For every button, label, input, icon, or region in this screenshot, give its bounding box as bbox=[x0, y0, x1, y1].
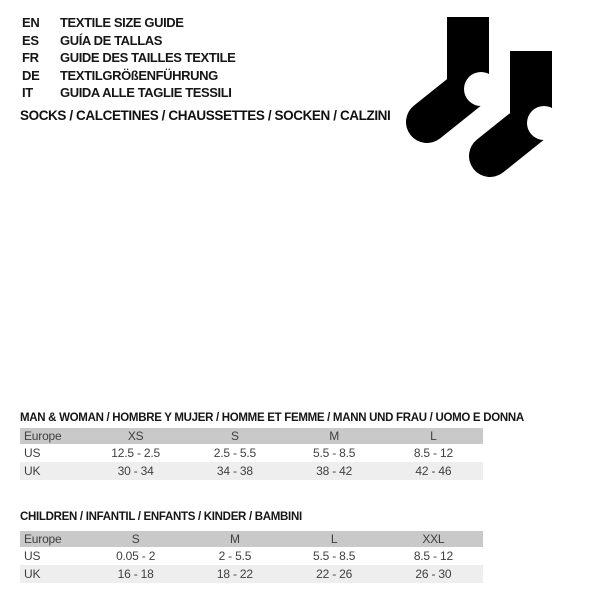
column-header: Europe bbox=[24, 532, 62, 546]
language-list bbox=[22, 14, 235, 102]
size-cell: 8.5 - 12 bbox=[413, 446, 453, 460]
row-label: UK bbox=[24, 567, 41, 581]
size-table-children bbox=[20, 531, 483, 583]
children-table-title: CHILDREN / INFANTIL / ENFANTS / KINDER / BAMBINI bbox=[20, 511, 302, 523]
table-row bbox=[20, 462, 483, 480]
row-label: US bbox=[24, 446, 41, 460]
column-header: XXL bbox=[422, 532, 445, 546]
heel-circle bbox=[464, 72, 498, 106]
size-cell: 5.5 - 8.5 bbox=[313, 549, 356, 563]
size-cell: 34 - 38 bbox=[216, 464, 253, 478]
size-cell: 12.5 - 2.5 bbox=[111, 446, 160, 460]
size-cell: 2.5 - 5.5 bbox=[213, 446, 256, 460]
size-cell: 18 - 22 bbox=[216, 567, 253, 581]
row-label: UK bbox=[24, 464, 41, 478]
size-cell: 38 - 42 bbox=[316, 464, 353, 478]
size-cell: 8.5 - 12 bbox=[413, 549, 453, 563]
language-code: EN bbox=[22, 15, 40, 31]
size-cell: 42 - 46 bbox=[415, 464, 452, 478]
table-row bbox=[20, 444, 483, 462]
size-table-adults bbox=[20, 428, 483, 480]
size-cell: 26 - 30 bbox=[415, 567, 452, 581]
language-label: TEXTILE SIZE GUIDE bbox=[60, 15, 184, 31]
size-cell: 16 - 18 bbox=[117, 567, 154, 581]
column-header: M bbox=[329, 429, 340, 443]
language-row bbox=[22, 32, 235, 50]
language-row bbox=[22, 84, 235, 102]
language-label: GUÍA DE TALLAS bbox=[60, 32, 163, 48]
table-header-row bbox=[20, 531, 483, 547]
size-cell: 22 - 26 bbox=[316, 567, 353, 581]
column-header: M bbox=[229, 532, 240, 546]
column-header: L bbox=[430, 429, 437, 443]
language-code: ES bbox=[22, 32, 39, 48]
language-row bbox=[22, 14, 235, 32]
language-row bbox=[22, 67, 235, 85]
size-cell: 30 - 34 bbox=[117, 464, 154, 478]
size-cell: 5.5 - 8.5 bbox=[313, 446, 356, 460]
heel-circle bbox=[527, 106, 561, 140]
column-header: S bbox=[131, 532, 140, 546]
socks-icon bbox=[400, 8, 570, 188]
table-row bbox=[20, 547, 483, 565]
row-label: US bbox=[24, 549, 41, 563]
language-label: GUIDE DES TAILLES TEXTILE bbox=[60, 50, 236, 66]
language-code: IT bbox=[22, 85, 33, 101]
language-label: GUIDA ALLE TAGLIE TESSILI bbox=[60, 85, 232, 101]
language-label: TEXTILGRÖßENFÜHRUNG bbox=[60, 67, 218, 83]
table-header-row bbox=[20, 428, 483, 444]
table-row bbox=[20, 565, 483, 583]
column-header: S bbox=[230, 429, 239, 443]
size-cell: 2 - 5.5 bbox=[218, 549, 252, 563]
sock-left bbox=[427, 17, 498, 122]
column-header: L bbox=[330, 532, 338, 546]
category-heading: SOCKS / CALCETINES / CHAUSSETTES / SOCKEN / CALZINI bbox=[20, 108, 391, 123]
adults-table-title: MAN & WOMAN / HOMBRE Y MUJER / HOMME ET FEMME / MANN UND FRAU / UOMO E DONNA bbox=[20, 412, 524, 424]
language-code: DE bbox=[22, 67, 40, 83]
column-header: Europe bbox=[24, 429, 62, 443]
sock-right bbox=[490, 51, 561, 156]
language-code: FR bbox=[22, 50, 39, 66]
size-cell: 0.05 - 2 bbox=[116, 549, 156, 563]
column-header: XS bbox=[127, 429, 144, 443]
language-row bbox=[22, 49, 235, 67]
